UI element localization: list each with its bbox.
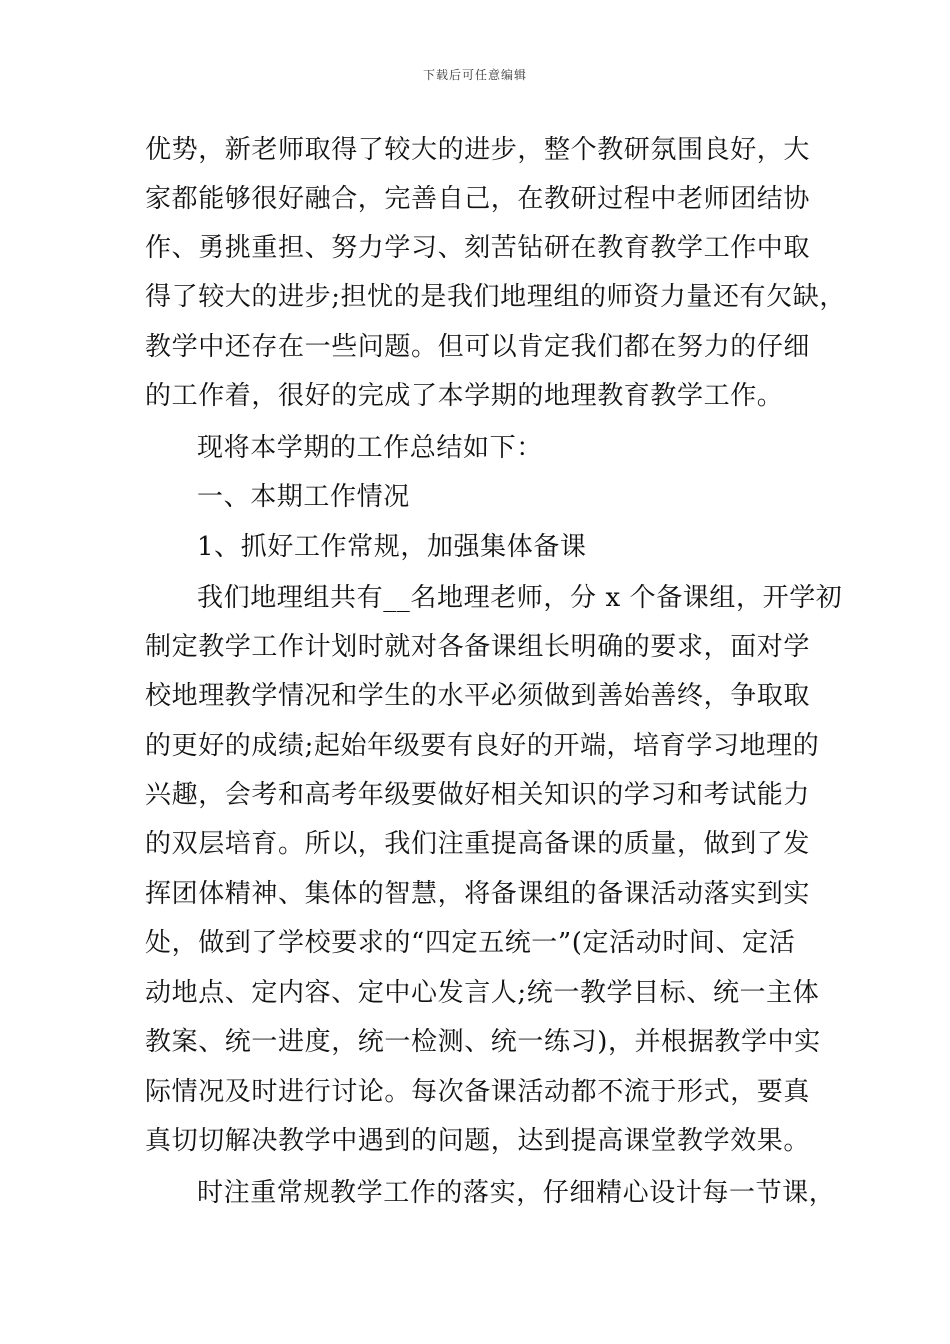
header-note: 下载后可任意编辑 [422, 68, 527, 82]
body-line: 制定教学工作计划时就对各备课组长明确的要求，面对学 [145, 632, 811, 662]
body-line: 真切切解决教学中遇到的问题，达到提高课堂教学效果。 [145, 1126, 811, 1156]
body-line: 的更好的成绩;起始年级要有良好的开端，培育学习地理的 [145, 731, 820, 761]
body-line: 的工作着，很好的完成了本学期的地理教育教学工作。 [145, 381, 784, 411]
body-line: 动地点、定内容、定中心发言人;统一教学目标、统一主体 [145, 978, 820, 1008]
body-line: 校地理教学情况和学生的水平必须做到善始善终，争取取 [145, 681, 811, 711]
body-line: 的双层培育。所以，我们注重提高备课的质量，做到了发 [145, 829, 811, 859]
body-line: 兴趣，会考和高考年级要做好相关知识的学习和考试能力 [145, 780, 811, 810]
summary-intro: 现将本学期的工作总结如下： [197, 433, 543, 463]
body-line: 优势，新老师取得了较大的进步，整个教研氛围良好，大 [145, 135, 811, 165]
body-line: 我们地理组共有__名地理老师，分 x 个备课组，开学初 [197, 583, 843, 613]
body-line: 时注重常规教学工作的落实，仔细精心设计每一节课， [197, 1178, 836, 1208]
body-line: 家都能够很好融合，完善自己，在教研过程中老师团结协 [145, 184, 811, 214]
body-line: 教学中还存在一些问题。但可以肯定我们都在努力的仔细 [145, 332, 811, 362]
body-line: 挥团体精神、集体的智慧，将备课组的备课活动落实到实 [145, 879, 811, 909]
body-line: 作、勇挑重担、努力学习、刻苦钻研在教育教学工作中取 [145, 233, 811, 263]
body-line: 际情况及时进行讨论。每次备课活动都不流于形式，要真 [145, 1077, 811, 1107]
body-line: 教案、统一进度，统一检测、统一练习)，并根据教学中实 [145, 1027, 821, 1057]
section-heading: 一、本期工作情况 [197, 482, 410, 512]
body-line: 处，做到了学校要求的“四定五统一”(定活动时间、定活 [145, 928, 796, 958]
subsection-heading: 1、抓好工作常规，加强集体备课 [197, 532, 587, 562]
body-line: 得了较大的进步;担忧的是我们地理组的师资力量还有欠缺， [145, 282, 846, 312]
